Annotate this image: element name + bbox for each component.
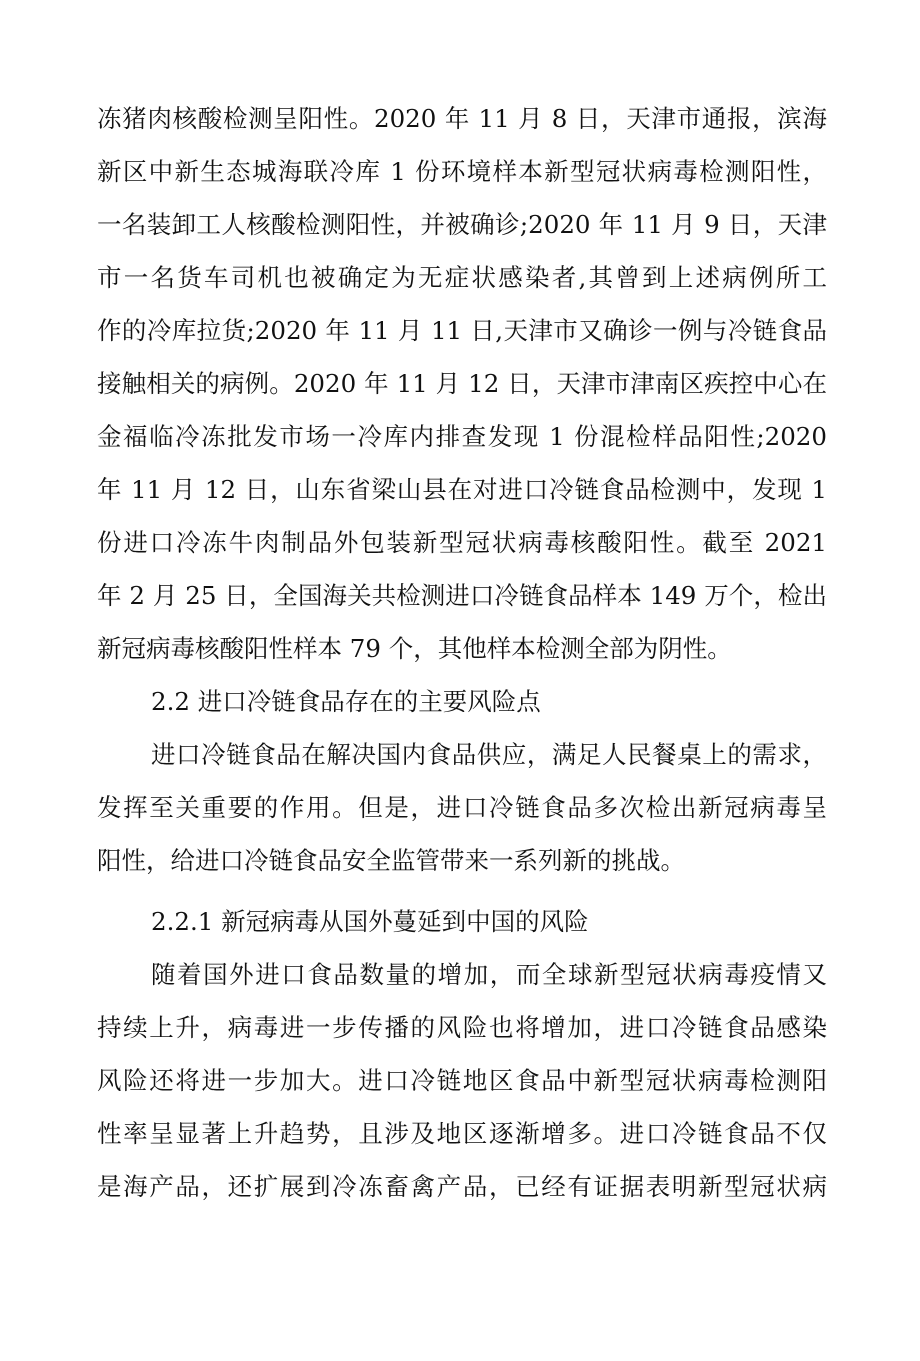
paragraph-line: 随着国外进口食品数量的增加，而全球新型冠状病毒疫情又 <box>151 960 827 989</box>
paragraph-line: 新区中新生态城海联冷库 1 份环境样本新型冠状病毒检测阳性， <box>97 157 827 186</box>
paragraph-line: 进口冷链食品在解决国内食品供应，满足人民餐桌上的需求， <box>151 740 827 769</box>
paragraph-line: 年 11 月 12 日，山东省梁山县在对进口冷链食品检测中，发现 1 <box>97 475 827 504</box>
paragraph-spread-risk <box>97 948 827 1213</box>
paragraph-line: 新冠病毒核酸阳性样本 79 个，其他样本检测全部为阴性。 <box>97 634 732 663</box>
paragraph-line: 发挥至关重要的作用。但是，进口冷链食品多次检出新冠病毒呈 <box>97 793 827 822</box>
paragraph-line: 市一名货车司机也被确定为无症状感染者,其曾到上述病例所工 <box>97 263 827 292</box>
paragraph-line: 冻猪肉核酸检测呈阳性。2020 年 11 月 8 日，天津市通报，滨海 <box>97 104 827 133</box>
paragraph-spacer <box>97 887 827 895</box>
paragraph-line: 阳性，给进口冷链食品安全监管带来一系列新的挑战。 <box>97 846 685 875</box>
paragraph-line: 金福临冷冻批发市场一冷库内排查发现 1 份混检样品阳性;2020 <box>97 422 827 451</box>
paragraph-line: 年 2 月 25 日，全国海关共检测进口冷链食品样本 149 万个，检出 <box>97 581 827 610</box>
paragraph-line: 份进口冷冻牛肉制品外包装新型冠状病毒核酸阳性。截至 2021 <box>97 528 827 557</box>
paragraph-line: 一名装卸工人核酸检测阳性，并被确诊;2020 年 11 月 9 日，天津 <box>97 210 827 239</box>
document-page <box>97 92 827 1213</box>
paragraph-line: 风险还将进一步加大。进口冷链地区食品中新型冠状病毒检测阳 <box>97 1066 827 1095</box>
paragraph-challenges <box>97 728 827 887</box>
paragraph-line: 作的冷库拉货;2020 年 11 月 11 日,天津市又确诊一例与冷链食品 <box>97 316 827 345</box>
paragraph-cold-chain-cases <box>97 92 827 675</box>
paragraph-line: 接触相关的病例。2020 年 11 月 12 日，天津市津南区疾控中心在 <box>97 369 827 398</box>
section-heading-2-2-1: 2.2.1 新冠病毒从国外蔓延到中国的风险 <box>151 907 589 936</box>
paragraph-line: 是海产品，还扩展到冷冻畜禽产品，已经有证据表明新型冠状病 <box>97 1172 827 1201</box>
paragraph-line: 持续上升，病毒进一步传播的风险也将增加，进口冷链食品感染 <box>97 1013 827 1042</box>
paragraph-line: 性率呈显著上升趋势，且涉及地区逐渐增多。进口冷链食品不仅 <box>97 1119 827 1148</box>
section-heading-2-2: 2.2 进口冷链食品存在的主要风险点 <box>151 687 541 716</box>
